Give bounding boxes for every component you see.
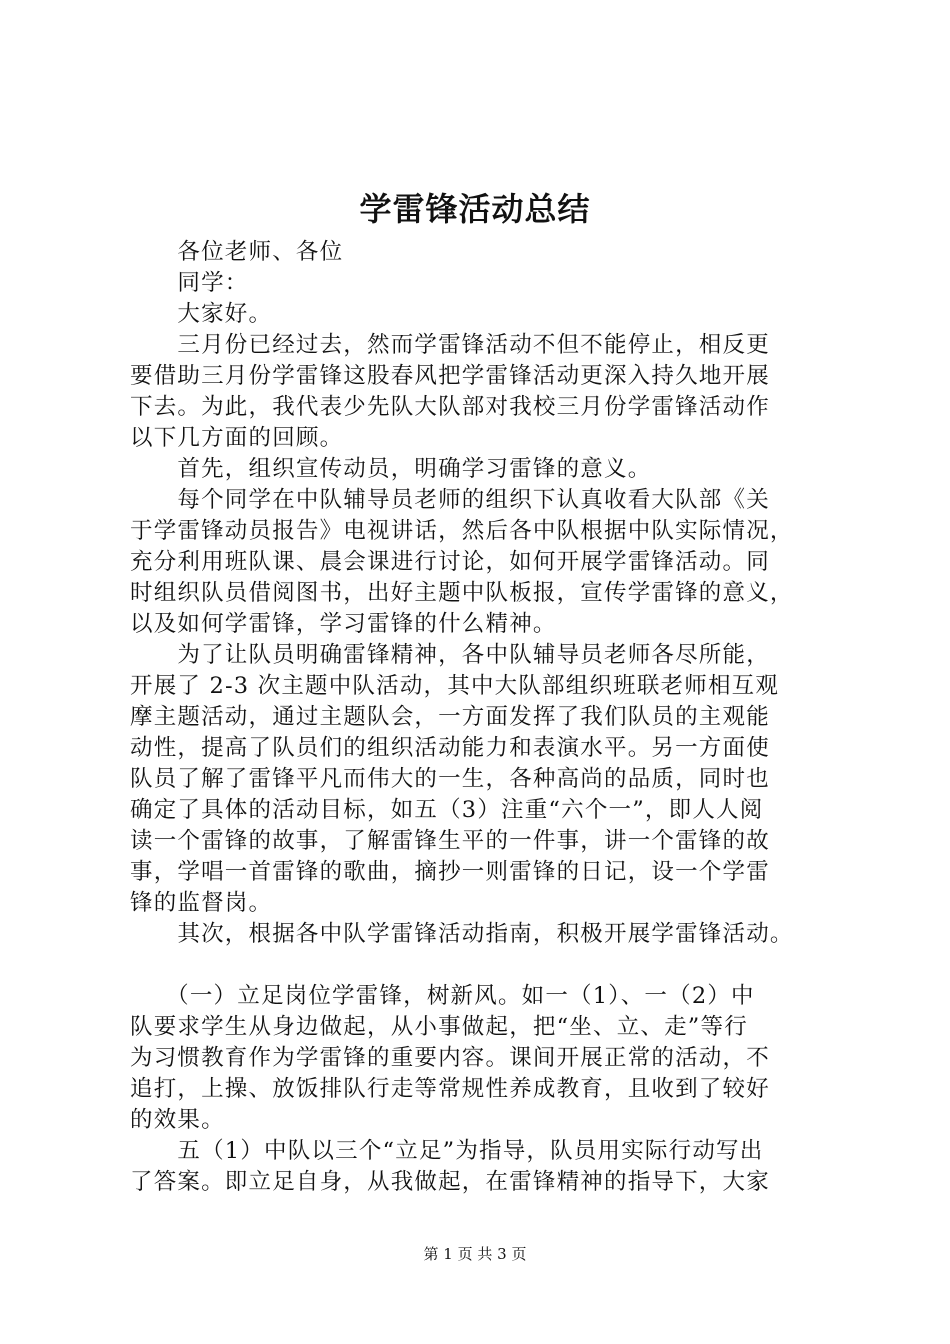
- text-line: 五（1）中队以三个“立足”为指导，队员用实际行动写出: [130, 1138, 764, 1164]
- text-line: 为了让队员明确雷锋精神，各中队辅导员老师各尽所能，: [130, 642, 770, 668]
- text-line: 各位老师、各位: [130, 239, 344, 265]
- text-line: 追打，上操、放饭排队行走等常规性养成教育，且收到了较好: [130, 1076, 770, 1102]
- text-line: 锋的监督岗。: [130, 890, 273, 916]
- text-line: 事，学唱一首雷锋的歌曲，摘抄一则雷锋的日记，设一个学雷: [130, 859, 770, 885]
- blank-line: [130, 950, 852, 981]
- page-footer: 第 1 页 共 3 页: [423, 1245, 527, 1263]
- text-line: 为习惯教育作为学雷锋的重要内容。课间开展正常的活动，不: [130, 1045, 770, 1071]
- text-line: 以下几方面的回顾。: [130, 425, 344, 451]
- text-line: 动性，提高了队员们的组织活动能力和表演水平。另一方面使: [130, 735, 770, 761]
- text-line: 开展了 2-3 次主题中队活动，其中大队部组织班联老师相互观: [130, 673, 780, 699]
- text-line: 读一个雷锋的故事，了解雷锋生平的一件事，讲一个雷锋的故: [130, 828, 770, 854]
- text-line: 确定了具体的活动目标，如五（3）注重“六个一”，即人人阅: [130, 797, 764, 823]
- text-line: 队员了解了雷锋平凡而伟大的一生，各种高尚的品质，同时也: [130, 766, 770, 792]
- text-line: 了答案。即立足自身，从我做起，在雷锋精神的指导下，大家: [130, 1169, 770, 1195]
- text-line: 充分利用班队课、晨会课进行讨论，如何开展学雷锋活动。同: [130, 549, 770, 575]
- text-line: 每个同学在中队辅导员老师的组织下认真收看大队部《关: [130, 487, 770, 513]
- text-line: 首先，组织宣传动员，明确学习雷锋的意义。: [130, 456, 652, 482]
- text-line: 其次，根据各中队学雷锋活动指南，积极开展学雷锋活动。: [130, 921, 794, 947]
- text-line: 大家好。: [130, 301, 273, 327]
- text-line: 队要求学生从身边做起，从小事做起，把“坐、立、走”等行: [130, 1014, 748, 1040]
- text-line: 下去。为此，我代表少先队大队部对我校三月份学雷锋活动作: [130, 394, 770, 420]
- document-body: [130, 237, 852, 1198]
- text-line: 要借助三月份学雷锋这股春风把学雷锋活动更深入持久地开展: [130, 363, 770, 389]
- text-line: 时组织队员借阅图书，出好主题中队板报，宣传学雷锋的意义，: [130, 580, 794, 606]
- text-line: 的效果。: [130, 1107, 225, 1133]
- text-line: （一）立足岗位学雷锋，树新风。如一（1）、一（2）中: [130, 983, 755, 1009]
- text-line: 三月份已经过去，然而学雷锋活动不但不能停止，相反更: [130, 332, 770, 358]
- text-line: 以及如何学雷锋，学习雷锋的什么精神。: [130, 611, 557, 637]
- text-line: 同学：: [130, 270, 249, 296]
- document-title: 学雷锋活动总结: [359, 190, 591, 228]
- text-line: 于学雷锋动员报告》电视讲话，然后各中队根据中队实际情况，: [130, 518, 794, 544]
- text-line: 摩主题活动，通过主题队会，一方面发挥了我们队员的主观能: [130, 704, 770, 730]
